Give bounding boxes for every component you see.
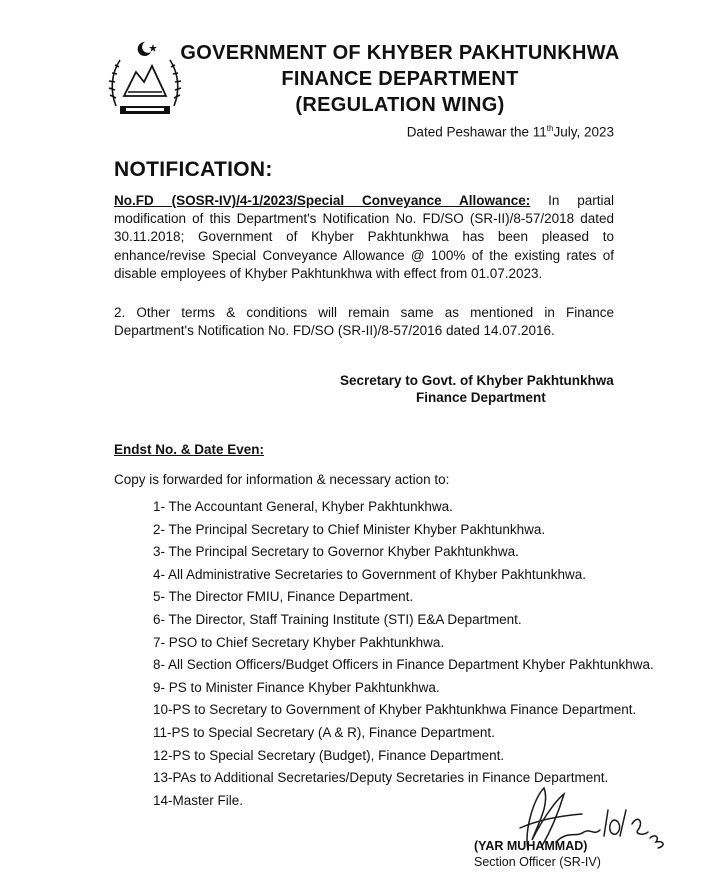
letterhead-wing: (REGULATION WING) — [295, 94, 505, 116]
notification-title: NOTIFICATION: — [114, 158, 273, 181]
list-item: 9- PS to Minister Finance Khyber Pakhtunkhwa. — [153, 679, 440, 695]
list-item: 11-PS to Special Secretary (A & R), Finance Department. — [153, 724, 495, 740]
list-item: 14-Master File. — [153, 792, 244, 808]
date-line — [360, 124, 614, 140]
notification-body: In partial modification of this Department's Notification No. FD/SO (SR-II)/8-57/2018 dated 30.11.2018; Government of Khyber Pakhtunkhwa has been pleased to enhance/revise Special Conveyance Allowance @ 100% of the existing rates of disable employees of Khyber Pakhtunkhwa with effect from 01.07.2023. — [114, 193, 614, 281]
list-item: 10-PS to Secretary to Government of Khyber Pakhtunkhwa Finance Department. — [153, 702, 637, 718]
list-item: 4- All Administrative Secretaries to Government of Khyber Pakhtunkhwa. — [153, 566, 586, 582]
list-item: 8- All Section Officers/Budget Officers in Finance Department Khyber Pakhtunkhwa. — [153, 657, 654, 673]
section-officer-designation: Section Officer (SR-IV) — [474, 855, 601, 869]
date-suffix: July, 2023 — [553, 124, 614, 140]
notification-reference: No.FD (SOSR-IV)/4-1/2023/Special Conveyance Allowance: — [114, 193, 531, 208]
list-item: 13-PAs to Additional Secretaries/Deputy Secretaries in Finance Department. — [153, 770, 609, 786]
list-item: 1- The Accountant General, Khyber Pakhtunkhwa. — [153, 499, 453, 514]
letterhead — [180, 40, 620, 118]
date-ordinal: th — [546, 124, 554, 133]
list-item: 3- The Principal Secretary to Governor Khyber Pakhtunkhwa. — [153, 544, 519, 560]
copy-recipients-list — [153, 496, 654, 812]
list-item: 2- The Principal Secretary to Chief Minister Khyber Pakhtunkhwa. — [153, 521, 546, 537]
secretary-signatory — [340, 372, 630, 406]
signatory-title: Secretary to Govt. of Khyber Pakhtunkhwa — [340, 373, 614, 388]
date-prefix: Dated Peshawar the 11 — [406, 124, 547, 140]
list-item: 7- PSO to Chief Secretary Khyber Pakhtunkhwa. — [153, 634, 445, 650]
signatory-department: Finance Department — [416, 390, 546, 405]
notification-paragraph-2: 2. Other terms & conditions will remain same as mentioned in Finance Department's Notification No. FD/SO (SR-II)/8-57/2016 dated 14.07.2016. — [114, 305, 614, 339]
letterhead-government: GOVERNMENT OF KHYBER PAKHTUNKHWA — [180, 42, 620, 64]
list-item: 5- The Director FMIU, Finance Department. — [153, 589, 414, 605]
list-item: 6- The Director, Staff Training Institute (STI) E&A Department. — [153, 611, 522, 627]
notification-paragraph-1 — [114, 192, 614, 283]
endorsement-intro: Copy is forwarded for information & necessary action to: — [114, 472, 450, 487]
list-item: 12-PS to Special Secretary (Budget), Finance Department. — [153, 747, 505, 763]
government-emblem-logo — [106, 36, 184, 122]
letterhead-department: FINANCE DEPARTMENT — [281, 68, 519, 90]
section-officer-signatory — [474, 838, 601, 870]
section-officer-name: (YAR MUHAMMAD) — [474, 839, 588, 853]
endorsement-heading: Endst No. & Date Even: — [114, 442, 265, 457]
